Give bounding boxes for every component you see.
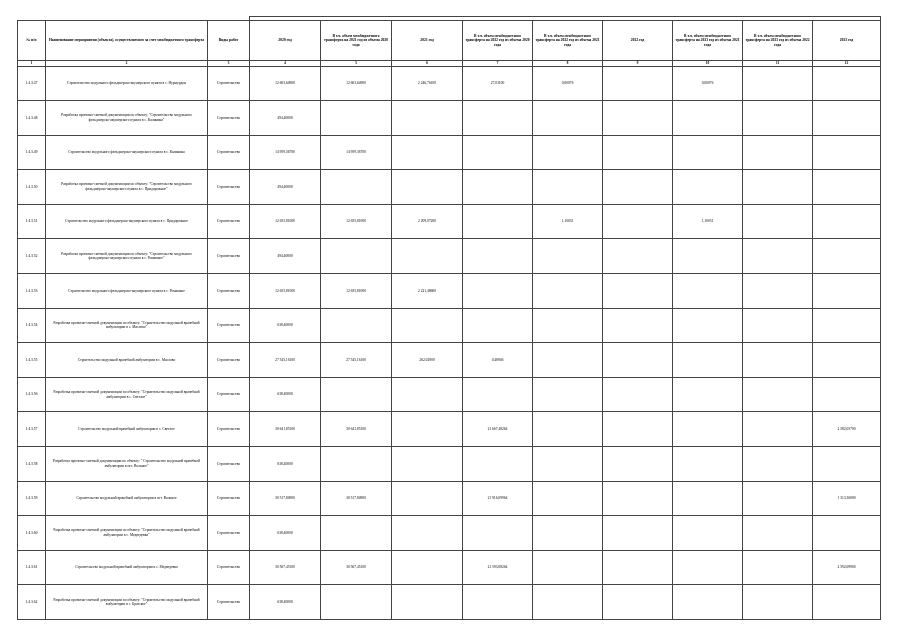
measure-name: Строительство модульной врачебной амбулатории в с. Маслово xyxy=(46,343,208,378)
value-2022 xyxy=(603,412,673,447)
column-header: В т.ч. объем межбюджетного трансферта на 2023 год из объема 2021 года xyxy=(673,21,743,61)
transfer-2023-from-2021 xyxy=(673,135,743,170)
transfer-2021-from-2020: 12 655,81000 xyxy=(321,274,392,309)
measure-name: Строительство модульного фельдшерско-акушерского пункта в с. Придорожное xyxy=(46,204,208,239)
work-kind: Строительство xyxy=(208,377,250,412)
value-2021 xyxy=(392,308,463,343)
value-2021: 2 246,76100 xyxy=(392,66,463,101)
column-header: 2021 год xyxy=(392,21,463,61)
table-row xyxy=(18,101,881,136)
transfer-2021-from-2020 xyxy=(321,377,392,412)
transfer-2021-from-2020 xyxy=(321,239,392,274)
column-number: 3 xyxy=(208,61,250,67)
transfer-2023-from-2022 xyxy=(743,481,813,516)
value-2023 xyxy=(813,447,881,482)
value-2020: 494,40000 xyxy=(250,170,321,205)
value-2022 xyxy=(603,274,673,309)
transfer-2023-from-2022 xyxy=(743,516,813,551)
work-kind: Строительство xyxy=(208,66,250,101)
column-number: 6 xyxy=(392,61,463,67)
row-index: 1.4.3.55 xyxy=(18,343,46,378)
column-number: 10 xyxy=(673,61,743,67)
transfer-2023-from-2022 xyxy=(743,377,813,412)
transfer-2023-from-2022 xyxy=(743,239,813,274)
transfer-2023-from-2021 xyxy=(673,481,743,516)
transfer-2021-from-2020 xyxy=(321,170,392,205)
value-2022 xyxy=(603,170,673,205)
table-row xyxy=(18,377,881,412)
value-2020: 12 603,64900 xyxy=(250,66,321,101)
measure-name: Строительство модульной врачебной амбулатории в с. Светлое xyxy=(46,412,208,447)
value-2021 xyxy=(392,481,463,516)
value-2022 xyxy=(603,377,673,412)
transfer-2022-from-2021 xyxy=(533,239,603,274)
value-2022 xyxy=(603,239,673,274)
work-kind: Строительство xyxy=(208,204,250,239)
work-kind: Строительство xyxy=(208,550,250,585)
work-kind: Строительство xyxy=(208,135,250,170)
transfer-2023-from-2022 xyxy=(743,66,813,101)
row-index: 1.4.3.49 xyxy=(18,135,46,170)
value-2023 xyxy=(813,170,881,205)
transfer-2022-from-2020 xyxy=(463,135,533,170)
measure-name: Разработка проектно-сметной документации по объекту: "Строительство модульной врачебной амбулатории в с. Светлое" xyxy=(46,377,208,412)
value-2023: 2 582,05700 xyxy=(813,412,881,447)
measure-name: Разработка проектно-сметной документации по объекту: "Строительство модульного фельдшерско-акушерского пункта в с. Ромашкое" xyxy=(46,239,208,274)
value-2023 xyxy=(813,204,881,239)
value-2022 xyxy=(603,66,673,101)
value-2022 xyxy=(603,550,673,585)
value-2022 xyxy=(603,481,673,516)
document-page xyxy=(17,16,880,620)
row-index: 1.4.3.56 xyxy=(18,377,46,412)
value-2023 xyxy=(813,135,881,170)
value-2021 xyxy=(392,412,463,447)
column-header: 2022 год xyxy=(603,21,673,61)
transfer-2023-from-2021 xyxy=(673,550,743,585)
table-header xyxy=(18,17,881,61)
transfer-2021-from-2020: 30 567,45100 xyxy=(321,550,392,585)
measure-name: Строительство модульной врачебной амбулатории в пгт. Вольное xyxy=(46,481,208,516)
column-number: 9 xyxy=(603,61,673,67)
table-row xyxy=(18,585,881,620)
value-2021 xyxy=(392,101,463,136)
table-row xyxy=(18,66,881,101)
transfer-2022-from-2020 xyxy=(463,447,533,482)
transfer-2022-from-2021 xyxy=(533,481,603,516)
work-kind: Строительство xyxy=(208,170,250,205)
row-index: 1.4.3.62 xyxy=(18,585,46,620)
row-index: 1.4.3.59 xyxy=(18,481,46,516)
value-2021: 262,02900 xyxy=(392,343,463,378)
measure-name: Строительство модульного фельдшерско-акушерского пункта в с. Нурмурдон xyxy=(46,66,208,101)
column-header: 2020 год xyxy=(250,21,321,61)
transfer-2023-from-2021 xyxy=(673,101,743,136)
transfer-2023-from-2021: 0,00076 xyxy=(673,66,743,101)
transfer-2022-from-2021 xyxy=(533,550,603,585)
column-header: 2023 год xyxy=(813,21,881,61)
transfer-2021-from-2020 xyxy=(321,585,392,620)
transfer-2021-from-2020 xyxy=(321,101,392,136)
value-2021 xyxy=(392,135,463,170)
value-2023: 2 592,69900 xyxy=(813,550,881,585)
value-2022 xyxy=(603,101,673,136)
measure-name: Разработка проектно-сметной документации по объекту: "Строительство модульной врачебной амбулатории в с. Братское" xyxy=(46,585,208,620)
column-header: В т.ч. объем межбюджетного трансферта на 2022 год из объема 2021 года xyxy=(533,21,603,61)
value-2022 xyxy=(603,447,673,482)
transfer-2022-from-2020 xyxy=(463,239,533,274)
value-2021 xyxy=(392,550,463,585)
transfer-2022-from-2020 xyxy=(463,377,533,412)
column-number: 5 xyxy=(321,61,392,67)
transfer-2021-from-2020: 14 959,36700 xyxy=(321,135,392,170)
transfer-2023-from-2021: 1,10031 xyxy=(673,204,743,239)
transfer-2022-from-2021 xyxy=(533,377,603,412)
transfer-table xyxy=(17,16,881,620)
transfer-2023-from-2022 xyxy=(743,101,813,136)
measure-name: Разработка проектно-сметной документации по объекту: "Строительство модульной врачебной амбулатории в с. Медведевка" xyxy=(46,516,208,551)
work-kind: Строительство xyxy=(208,412,250,447)
work-kind: Строительство xyxy=(208,274,250,309)
column-header: № п/п xyxy=(18,21,46,61)
transfer-2023-from-2022 xyxy=(743,412,813,447)
column-number: 8 xyxy=(533,61,603,67)
transfer-2022-from-2021 xyxy=(533,274,603,309)
column-number: 12 xyxy=(813,61,881,67)
transfer-2022-from-2021 xyxy=(533,585,603,620)
row-index: 1.4.3.53 xyxy=(18,274,46,309)
table-row xyxy=(18,481,881,516)
column-header: Виды работ xyxy=(208,21,250,61)
value-2023 xyxy=(813,239,881,274)
value-2020: 638,40000 xyxy=(250,447,321,482)
transfer-2023-from-2022 xyxy=(743,585,813,620)
column-number: 2 xyxy=(46,61,208,67)
value-2023 xyxy=(813,377,881,412)
value-2020: 638,40000 xyxy=(250,516,321,551)
row-index: 1.4.3.52 xyxy=(18,239,46,274)
transfer-2023-from-2021 xyxy=(673,412,743,447)
transfer-2022-from-2021 xyxy=(533,135,603,170)
value-2022 xyxy=(603,585,673,620)
row-index: 1.4.3.47 xyxy=(18,66,46,101)
row-index: 1.4.3.58 xyxy=(18,447,46,482)
measure-name: Строительство модульной врачебной амбулатории в с. Медведевка xyxy=(46,550,208,585)
transfer-2022-from-2021 xyxy=(533,447,603,482)
transfer-2022-from-2021 xyxy=(533,516,603,551)
column-number: 1 xyxy=(18,61,46,67)
transfer-2023-from-2021 xyxy=(673,516,743,551)
work-kind: Строительство xyxy=(208,343,250,378)
value-2023: 1 313,36000 xyxy=(813,481,881,516)
transfer-2021-from-2020: 30 517,84900 xyxy=(321,481,392,516)
transfer-2023-from-2021 xyxy=(673,274,743,309)
measure-name: Разработка проектно-сметной документации по объекту: " Строительство модульной врачебной амбулатории в пгт. Вольное" xyxy=(46,447,208,482)
header-row xyxy=(18,21,881,61)
transfer-2022-from-2020 xyxy=(463,308,533,343)
column-header: В т.ч. объем межбюджетного трансферта на 2022 год из объема 2020 года xyxy=(463,21,533,61)
transfer-2022-from-2020: 21 667,48264 xyxy=(463,412,533,447)
transfer-2021-from-2020: 12 655,81000 xyxy=(321,204,392,239)
transfer-2022-from-2021 xyxy=(533,101,603,136)
table-row xyxy=(18,204,881,239)
value-2021: 2 209,07200 xyxy=(392,204,463,239)
value-2021 xyxy=(392,447,463,482)
measure-name: Строительство модульного фельдшерско-акушерского пункта в с. Калинина xyxy=(46,135,208,170)
transfer-2022-from-2020 xyxy=(463,585,533,620)
measure-name: Строительство модульного фельдшерско-акушерского пункта в с. Ромашкое xyxy=(46,274,208,309)
value-2021 xyxy=(392,239,463,274)
table-row xyxy=(18,135,881,170)
value-2023 xyxy=(813,585,881,620)
value-2023 xyxy=(813,308,881,343)
value-2020: 638,40000 xyxy=(250,585,321,620)
transfer-2023-from-2022 xyxy=(743,170,813,205)
transfer-2023-from-2022 xyxy=(743,550,813,585)
column-number: 11 xyxy=(743,61,813,67)
value-2021 xyxy=(392,377,463,412)
transfer-2022-from-2020: 21 916,09964 xyxy=(463,481,533,516)
transfer-2023-from-2021 xyxy=(673,343,743,378)
value-2020: 638,40000 xyxy=(250,308,321,343)
transfer-2023-from-2022 xyxy=(743,204,813,239)
transfer-2022-from-2020 xyxy=(463,204,533,239)
column-number: 4 xyxy=(250,61,321,67)
work-kind: Строительство xyxy=(208,101,250,136)
transfer-2022-from-2020 xyxy=(463,274,533,309)
value-2020: 12 655,81000 xyxy=(250,274,321,309)
work-kind: Строительство xyxy=(208,585,250,620)
measure-name: Разработка проектно-сметной документации по объекту: "Строительство модульного фельдшерско-акушерского пункта в с. Придорожное" xyxy=(46,170,208,205)
transfer-2022-from-2020 xyxy=(463,101,533,136)
table-row xyxy=(18,343,881,378)
value-2022 xyxy=(603,516,673,551)
transfer-2022-from-2020: 21 593,08264 xyxy=(463,550,533,585)
value-2020: 27 545,16100 xyxy=(250,343,321,378)
row-index: 1.4.3.57 xyxy=(18,412,46,447)
work-kind: Строительство xyxy=(208,516,250,551)
work-kind: Строительство xyxy=(208,239,250,274)
value-2023 xyxy=(813,516,881,551)
value-2021 xyxy=(392,516,463,551)
transfer-2023-from-2022 xyxy=(743,308,813,343)
measure-name: Разработка проектно-сметной документации по объекту: "Строительство модульного фельдшерско-акушерского пункта в с. Калинина" xyxy=(46,101,208,136)
value-2020: 30 517,84900 xyxy=(250,481,321,516)
value-2020: 494,40000 xyxy=(250,239,321,274)
value-2023 xyxy=(813,101,881,136)
transfer-2021-from-2020: 12 603,64900 xyxy=(321,66,392,101)
transfer-2021-from-2020: 27 545,16100 xyxy=(321,343,392,378)
row-index: 1.4.3.54 xyxy=(18,308,46,343)
value-2021 xyxy=(392,170,463,205)
value-2020: 494,40000 xyxy=(250,101,321,136)
transfer-2022-from-2021 xyxy=(533,343,603,378)
column-header: Наименование мероприятия (объекта), осуществляемого за счет межбюджетного трансферта xyxy=(46,21,208,61)
table-row xyxy=(18,516,881,551)
value-2020: 638,40000 xyxy=(250,377,321,412)
transfer-2023-from-2021 xyxy=(673,170,743,205)
measure-name: Разработка проектно-сметной документации по объекту: "Строительство модульной врачебной амбулатории в с. Маслово" xyxy=(46,308,208,343)
value-2022 xyxy=(603,343,673,378)
transfer-2022-from-2021: 1,10031 xyxy=(533,204,603,239)
value-2022 xyxy=(603,308,673,343)
value-2022 xyxy=(603,135,673,170)
transfer-2023-from-2022 xyxy=(743,135,813,170)
transfer-2022-from-2021 xyxy=(533,412,603,447)
table-row xyxy=(18,239,881,274)
transfer-2022-from-2021 xyxy=(533,170,603,205)
row-index: 1.4.3.48 xyxy=(18,101,46,136)
table-row xyxy=(18,447,881,482)
row-index: 1.4.3.51 xyxy=(18,204,46,239)
work-kind: Строительство xyxy=(208,447,250,482)
row-index: 1.4.3.61 xyxy=(18,550,46,585)
transfer-2022-from-2020 xyxy=(463,516,533,551)
transfer-2022-from-2021: 0,00076 xyxy=(533,66,603,101)
value-2020: 14 959,36700 xyxy=(250,135,321,170)
value-2023 xyxy=(813,66,881,101)
transfer-2022-from-2020: 27,03100 xyxy=(463,66,533,101)
column-number: 7 xyxy=(463,61,533,67)
column-header: В т.ч. объем межбюджетного трансферта на 2021 год из объема 2020 года xyxy=(321,21,392,61)
transfer-2022-from-2020 xyxy=(463,170,533,205)
row-index: 1.4.3.60 xyxy=(18,516,46,551)
transfer-2023-from-2022 xyxy=(743,343,813,378)
work-kind: Строительство xyxy=(208,308,250,343)
transfer-2023-from-2021 xyxy=(673,239,743,274)
table-row xyxy=(18,170,881,205)
table-row xyxy=(18,550,881,585)
value-2022 xyxy=(603,204,673,239)
transfer-2021-from-2020: 30 641,85100 xyxy=(321,412,392,447)
transfer-2023-from-2022 xyxy=(743,274,813,309)
transfer-2023-from-2021 xyxy=(673,447,743,482)
work-kind: Строительство xyxy=(208,481,250,516)
value-2021: 2 221,48600 xyxy=(392,274,463,309)
transfer-2021-from-2020 xyxy=(321,447,392,482)
transfer-2021-from-2020 xyxy=(321,516,392,551)
value-2023 xyxy=(813,274,881,309)
column-header: В т.ч. объем межбюджетного трансферта на 2023 год из объема 2022 года xyxy=(743,21,813,61)
transfer-2023-from-2021 xyxy=(673,377,743,412)
row-index: 1.4.3.50 xyxy=(18,170,46,205)
table-row xyxy=(18,308,881,343)
transfer-2021-from-2020 xyxy=(321,308,392,343)
table-body xyxy=(18,61,881,620)
transfer-2023-from-2022 xyxy=(743,447,813,482)
value-2021 xyxy=(392,585,463,620)
value-2020: 30 567,45100 xyxy=(250,550,321,585)
transfer-2022-from-2021 xyxy=(533,308,603,343)
transfer-2023-from-2021 xyxy=(673,308,743,343)
transfer-2022-from-2020: 0,48946 xyxy=(463,343,533,378)
value-2020: 12 655,81000 xyxy=(250,204,321,239)
table-row xyxy=(18,412,881,447)
table-row xyxy=(18,274,881,309)
value-2020: 30 641,85100 xyxy=(250,412,321,447)
value-2023 xyxy=(813,343,881,378)
transfer-2023-from-2021 xyxy=(673,585,743,620)
